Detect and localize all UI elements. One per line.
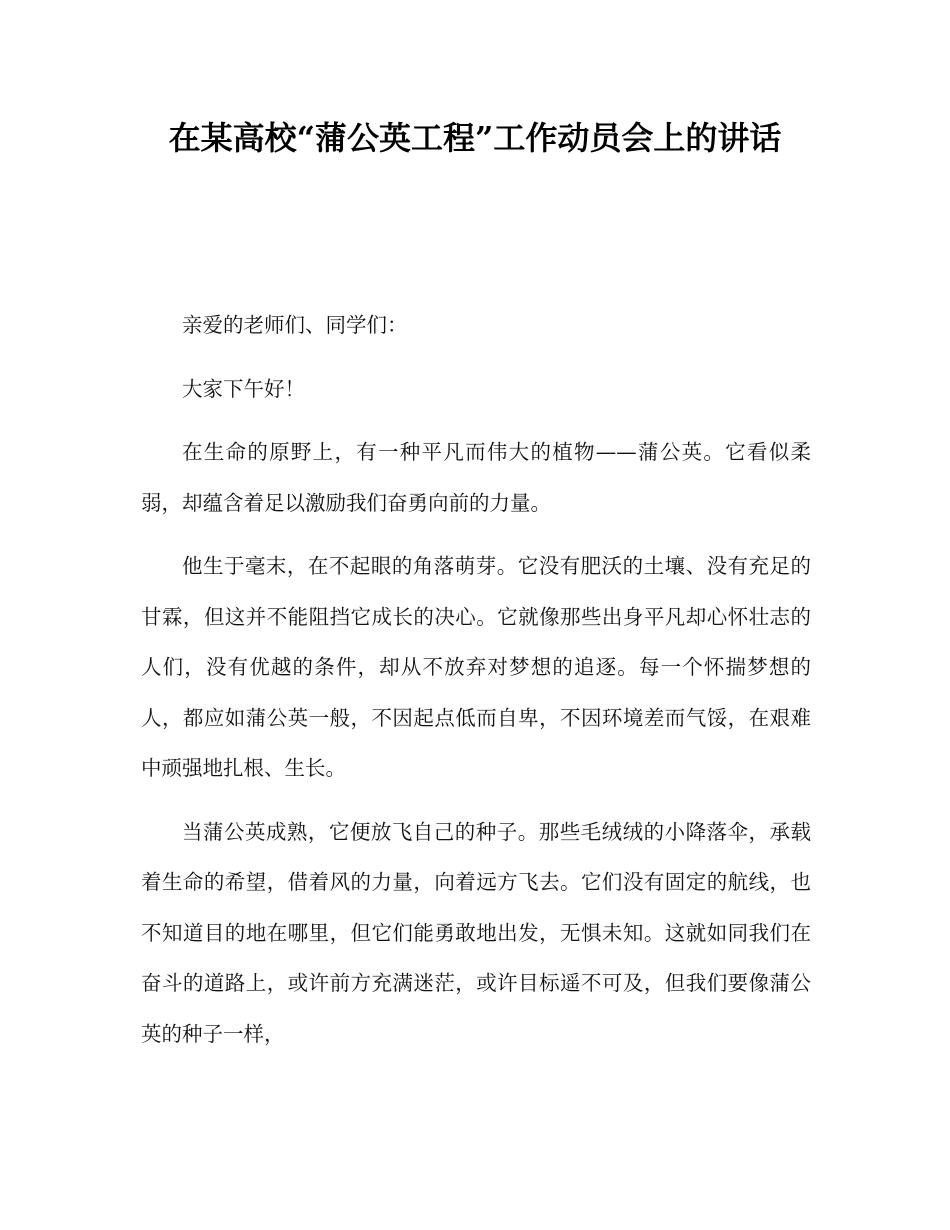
greeting-paragraph: 大家下午好！ [182,376,305,401]
body-paragraph-1: 在生命的原野上，有一种平凡而伟大的植物——蒲公英。它看似柔弱，却蕴含着足以激励我们奋勇向前的力量。 [141,440,811,515]
body-paragraph-2: 他生于毫末，在不起眼的角落萌芽。它没有肥沃的土壤、没有充足的甘霖，但这并不能阻挡它成长的决心。它就像那些出身平凡却心怀壮志的人们，没有优越的条件，却从不放弃对梦想的追逐。每一个怀揣梦想的人，都应如蒲公英一般，不因起点低而自卑，不因环境差而气馁，在艰难中顽强地扎根、生长。 [141,554,811,780]
salutation-paragraph: 亲爱的老师们、同学们： [182,313,408,337]
document-body [141,300,811,1072]
body-paragraph-3: 当蒲公英成熟，它便放飞自己的种子。那些毛绒绒的小降落伞，承载着生命的希望，借着风的力量，向着远方飞去。它们没有固定的航线，也不知道目的地在哪里，但它们能勇敢地出发，无惧未知。这就如同我们在奋斗的道路上，或许前方充满迷茫，或许目标遥不可及，但我们要像蒲公英的种子一样， [141,819,811,1046]
page-title: 在某高校“蒲公英工程”工作动员会上的讲话 [168,119,782,157]
